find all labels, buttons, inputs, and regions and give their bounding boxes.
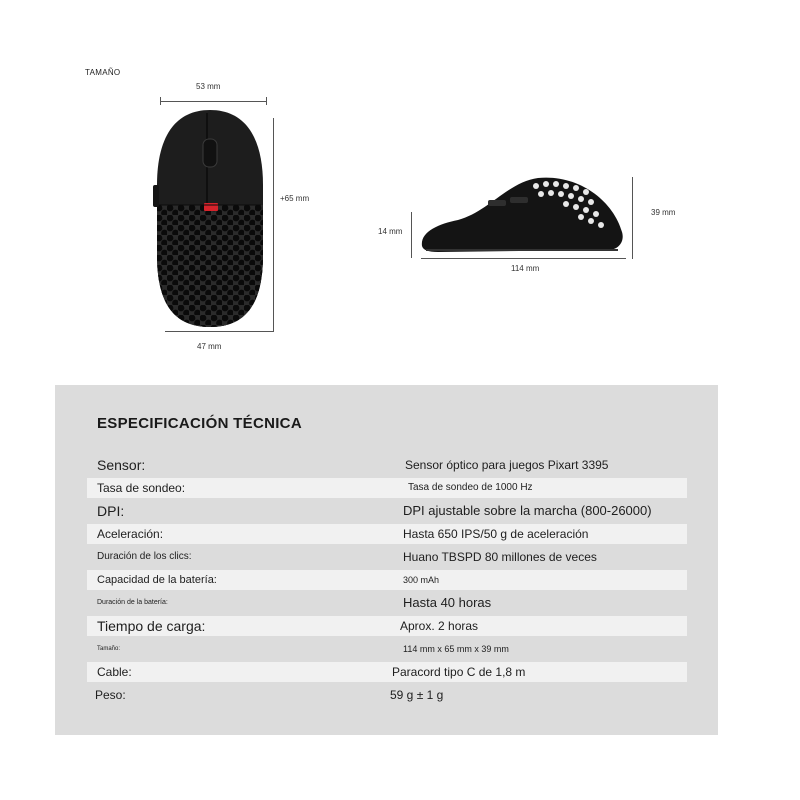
mouse-side-view-image bbox=[418, 170, 628, 260]
spec-label: Tiempo de carga: bbox=[97, 618, 206, 634]
spec-value: Hasta 40 horas bbox=[403, 595, 492, 610]
top-width-label: 53 mm bbox=[196, 82, 221, 91]
bottom-width-label: 47 mm bbox=[197, 342, 222, 351]
spec-label: Tasa de sondeo: bbox=[97, 481, 186, 495]
spec-row-polling bbox=[87, 478, 687, 498]
spec-label: Duración de la batería: bbox=[97, 599, 168, 606]
spec-row-charge-time bbox=[87, 616, 687, 636]
side-height-front-label: 14 mm bbox=[378, 227, 403, 236]
spec-title: ESPECIFICACIÓN TÉCNICA bbox=[97, 415, 302, 432]
side-height-back-label: 39 mm bbox=[651, 208, 676, 217]
spec-row-battery-life bbox=[87, 593, 687, 613]
spec-value: Hasta 650 IPS/50 g de aceleración bbox=[403, 527, 589, 541]
spec-row-click-life bbox=[87, 547, 687, 567]
spec-value: Aprox. 2 horas bbox=[400, 619, 479, 633]
top-length-label: +65 mm bbox=[280, 194, 310, 203]
spec-value: DPI ajustable sobre la marcha (800-26000) bbox=[403, 503, 652, 518]
spec-label: Sensor: bbox=[97, 457, 146, 473]
spec-row-size bbox=[87, 639, 687, 659]
spec-label: Peso: bbox=[95, 688, 126, 702]
spec-row-acceleration bbox=[87, 524, 687, 544]
top-width-line bbox=[160, 101, 266, 102]
spec-value: Sensor óptico para juegos Pixart 3395 bbox=[405, 458, 609, 472]
side-height-back-line bbox=[632, 177, 633, 259]
spec-row-battery-capacity bbox=[87, 570, 687, 590]
spec-value: 59 g ± 1 g bbox=[390, 688, 444, 702]
spec-value: 300 mAh bbox=[403, 575, 440, 585]
size-section-label: TAMAÑO bbox=[85, 68, 121, 77]
mouse-top-view-image bbox=[145, 105, 275, 335]
spec-value: 114 mm x 65 mm x 39 mm bbox=[403, 644, 509, 654]
spec-label: Tamaño: bbox=[97, 646, 121, 652]
spec-label: Capacidad de la batería: bbox=[97, 574, 217, 586]
spec-row-cable bbox=[87, 662, 687, 682]
spec-row-dpi bbox=[87, 501, 687, 521]
top-width-tick-left bbox=[160, 97, 161, 105]
spec-label: Aceleración: bbox=[97, 527, 164, 541]
spec-label: Cable: bbox=[97, 665, 132, 679]
side-height-front-line bbox=[411, 212, 412, 258]
spec-label: Duración de los clics: bbox=[97, 551, 192, 562]
side-length-label: 114 mm bbox=[511, 264, 540, 273]
spec-row-sensor bbox=[87, 455, 687, 475]
spec-value: Paracord tipo C de 1,8 m bbox=[392, 665, 526, 679]
spec-panel bbox=[55, 385, 718, 735]
top-width-tick-right bbox=[266, 97, 267, 105]
spec-value: Huano TBSPD 80 millones de veces bbox=[403, 550, 597, 564]
spec-label: DPI: bbox=[97, 503, 125, 519]
spec-row-weight bbox=[87, 685, 687, 705]
spec-value: Tasa de sondeo de 1000 Hz bbox=[408, 482, 533, 493]
